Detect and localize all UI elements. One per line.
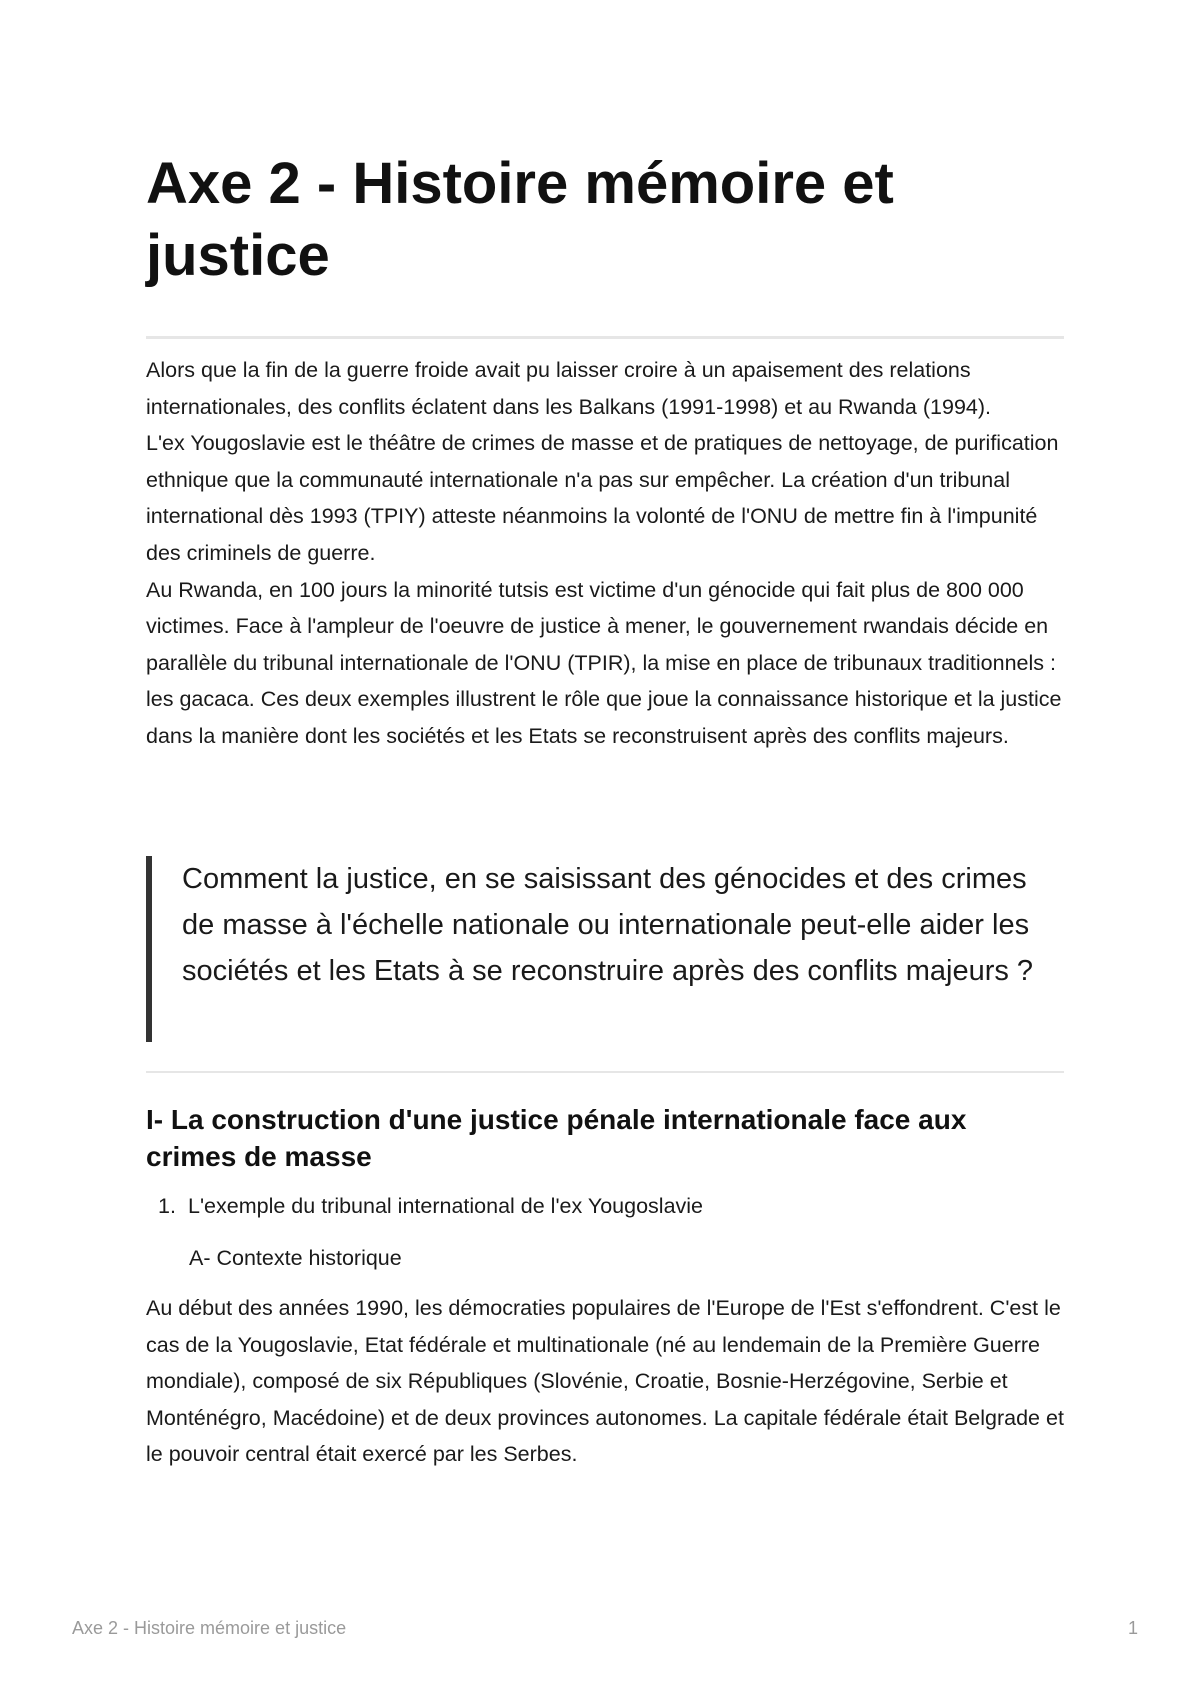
list-item-text: L'exemple du tribunal international de l'ex Yougoslavie (188, 1194, 704, 1218)
intro-text (146, 352, 1064, 755)
body-paragraph: Au début des années 1990, les démocraties populaires de l'Europe de l'Est s'effondrent. C'est le cas de la Yougoslavie, Etat fédérale et multinationale (né au lendemain de la Première Guerre mondiale), composé de six Républiques (Slovénie, Croatie, Bosnie-Herzégovine, Serbie et Monténégro, Macédoine) et de deux provinces autonomes. La capitale fédérale était Belgrade et le pouvoir central était exercé par les Serbes. (146, 1296, 1064, 1467)
intro-paragraph: L'ex Yougoslavie est le théâtre de crimes de masse et de pratiques de nettoyage, de purification ethnique que la communauté internationale n'a pas sur empêcher. La création d'un tribunal international dès 1993 (TPIY) atteste néanmoins la volonté de l'ONU de mettre fin à l'impunité des criminels de guerre. (146, 431, 1059, 565)
sub-heading: A- Contexte historique (189, 1246, 402, 1270)
page-title: Axe 2 - Histoire mémoire et justice (146, 151, 894, 288)
section-divider (146, 1071, 1064, 1073)
blockquote-text: Comment la justice, en se saisissant des génocides et des crimes de masse à l'échelle nationale ou internationale peut-elle aider les sociétés et les Etats à se reconstruire après des conflits majeurs ? (182, 863, 1034, 987)
section-heading: I- La construction d'une justice pénale internationale face aux crimes de masse (146, 1104, 967, 1172)
title-divider (146, 336, 1064, 339)
list-item (158, 1190, 1058, 1222)
intro-paragraph: Alors que la fin de la guerre froide avait pu laisser croire à un apaisement des relations internationales, des conflits éclatent dans les Balkans (1991-1998) et au Rwanda (1994). (146, 358, 991, 419)
problematic-blockquote (146, 856, 1064, 1042)
list-item-number: 1. (158, 1194, 176, 1218)
page-number: 1 (1127, 1618, 1138, 1638)
footer-title: Axe 2 - Histoire mémoire et justice (72, 1618, 347, 1638)
intro-paragraph: Au Rwanda, en 100 jours la minorité tutsis est victime d'un génocide qui fait plus de 800 000 victimes. Face à l'ampleur de l'oeuvre de justice à mener, le gouvernement rwandais décide en parallèle du tribunal internationale de l'ONU (TPIR), la mise en place de tribunaux traditionnels : les gacaca. Ces deux exemples illustrent le rôle que joue la connaissance historique et la justice dans la manière dont les sociétés et les Etats se reconstruisent après des conflits majeurs. (146, 577, 1062, 748)
